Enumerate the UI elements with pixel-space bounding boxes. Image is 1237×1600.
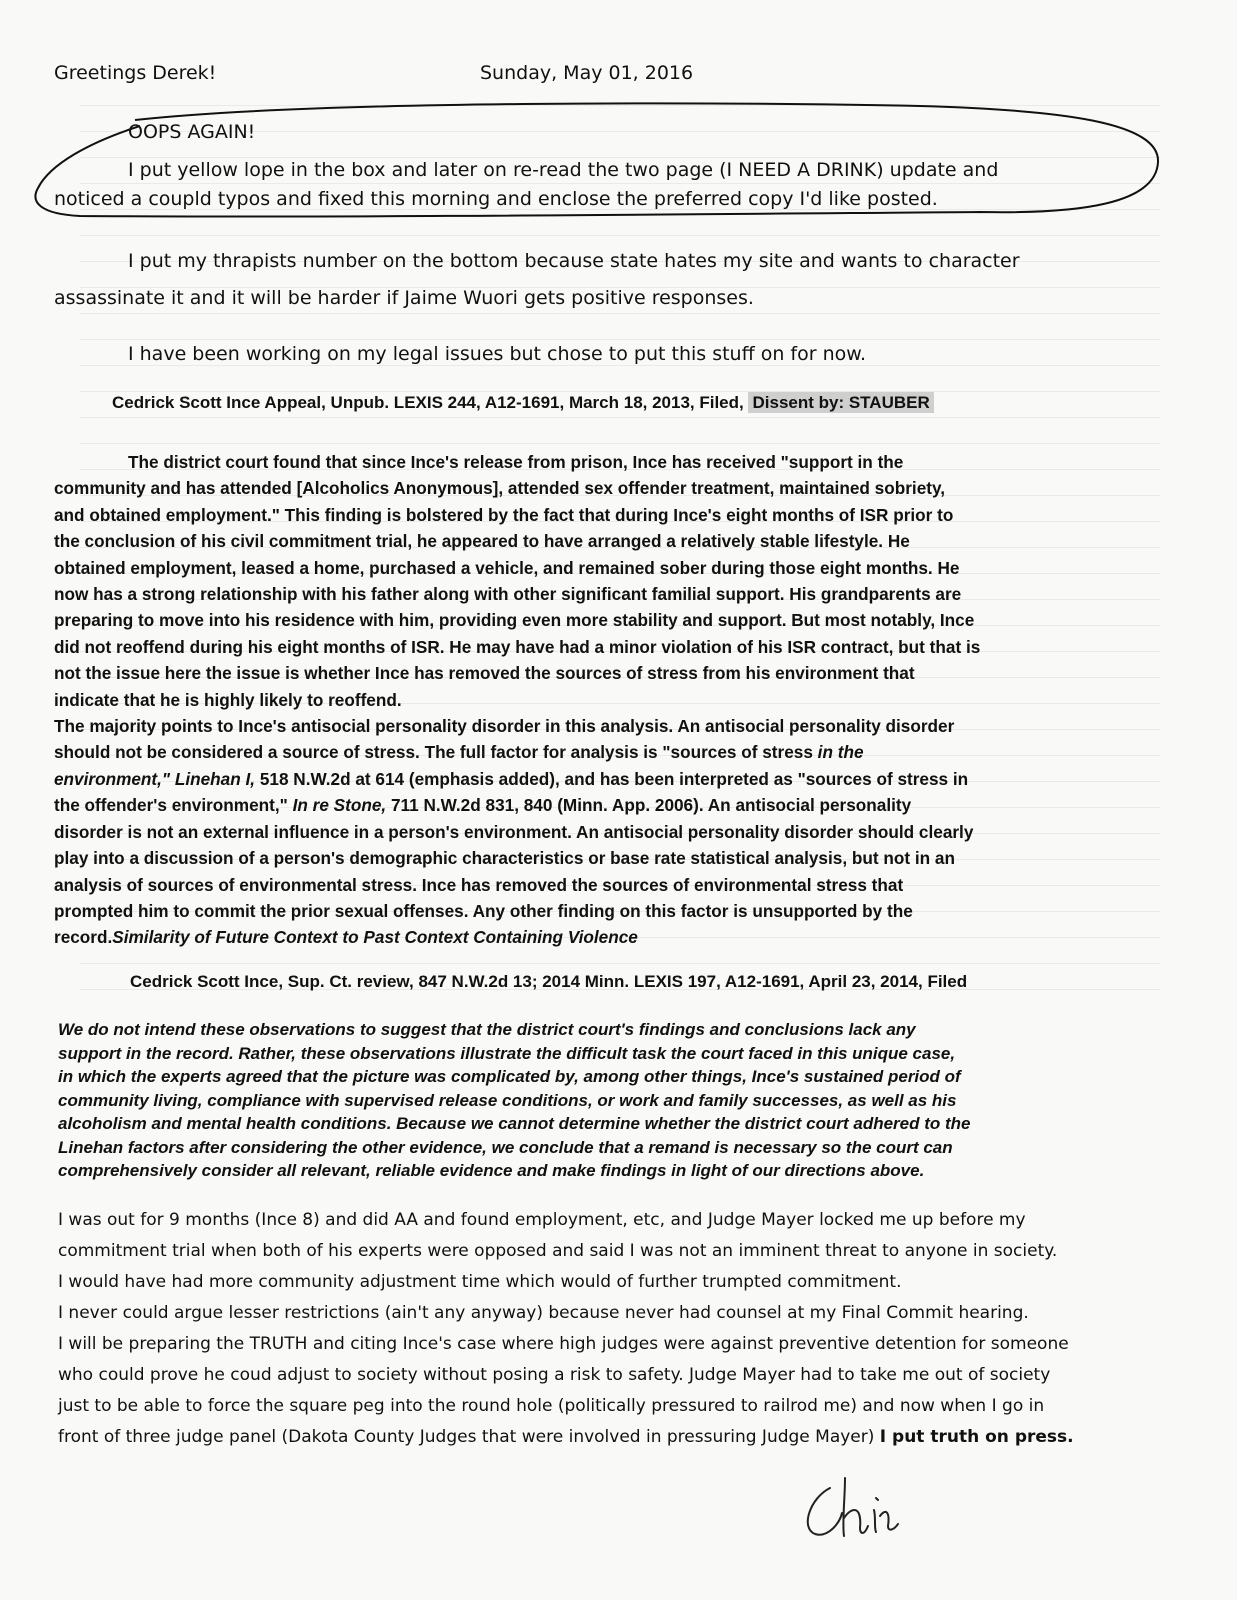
citation-appeal	[112, 393, 934, 413]
dissent-tail-line: analysis of sources of environmental stress. Ince has removed the sources of environmental stress that	[54, 874, 904, 895]
letter-date: Sunday, May 01, 2016	[480, 62, 694, 84]
dissent-line: did not reoffend during his eight months of ISR. He may have had a minor violation of his ISR contract, but that is	[54, 636, 981, 657]
dissent-line: should not be considered a source of stress. The full factor for analysis is "sources of stress in the	[54, 742, 864, 763]
supreme-court-line: Linehan factors after considering the other evidence, we conclude that a remand is necessary so the court can	[58, 1137, 953, 1157]
closing-line: I would have had more community adjustment time which would of further trumpted commitment.	[58, 1272, 902, 1292]
dissent-line-13: environment," Linehan I, 518 N.W.2d at 614 (emphasis added), and has been interpreted as "sources of stress in	[54, 768, 969, 789]
closing-line: I never could argue lesser restrictions (ain't any anyway) because never had counsel at my Final Commit hearing.	[58, 1303, 1029, 1323]
dissent-quote	[54, 449, 1174, 951]
paragraph-line: I put my thrapists number on the bottom because state hates my site and wants to character	[128, 250, 1020, 272]
closing-line: commitment trial when both of his experts were opposed and said I was not an imminent threat to anyone in society.	[58, 1241, 1058, 1261]
closing-last-line: front of three judge panel (Dakota County Judges that were involved in pressuring Judge Mayer) I put truth on press.	[58, 1427, 1074, 1447]
dissent-line: the conclusion of his civil commitment trial, he appeared to have arranged a relatively stable lifestyle. He	[54, 531, 910, 552]
supreme-court-line: comprehensively consider all relevant, reliable evidence and make findings in light of our directions above.	[58, 1161, 925, 1180]
greeting: Greetings Derek!	[54, 62, 217, 84]
supreme-court-line: We do not intend these observations to suggest that the district court's findings and conclusions lack any	[58, 1020, 916, 1039]
paragraph-line: assassinate it and it will be harder if Jaime Wuori gets positive responses.	[54, 287, 754, 309]
supreme-court-line: support in the record. Rather, these observations illustrate the difficult task the court faced in this unique case,	[58, 1043, 956, 1063]
note-line-2: noticed a coupld typos and fixed this morning and enclose the preferred copy I'd like posted.	[54, 188, 938, 210]
dissent-line: obtained employment, leased a home, purchased a vehicle, and remained sober during those eight months. He	[54, 557, 960, 578]
supreme-court-line: community living, compliance with supervised release conditions, or work and family successes, as well as his	[58, 1090, 957, 1110]
paragraph-legal-issues: I have been working on my legal issues but chose to put this stuff on for now.	[128, 343, 867, 365]
supreme-court-quote	[58, 1018, 1166, 1183]
paragraph-therapist	[54, 243, 1154, 317]
dissent-line-14: the offender's environment," In re Stone, 711 N.W.2d 831, 840 (Minn. App. 2006). An antisocial personality	[54, 795, 912, 816]
dissent-tail-line: prompted him to commit the prior sexual offenses. Any other finding on this factor is unsupported by the	[54, 900, 913, 921]
dissent-tail-line: disorder is not an external influence in a person's environment. An antisocial personality disorder should clearly	[54, 821, 974, 842]
closing-line: I was out for 9 months (Ince 8) and did AA and found employment, etc, and Judge Mayer locked me up before my	[58, 1210, 1026, 1230]
dissent-line: and obtained employment." This finding is bolstered by the fact that during Ince's eight months of ISR prior to	[54, 504, 954, 525]
citation-text: Cedrick Scott Ince Appeal, Unpub. LEXIS 244, A12-1691, March 18, 2013, Filed,	[112, 393, 744, 412]
supreme-court-line: alcoholism and mental health conditions. Because we cannot determine whether the district court adhered to the	[58, 1114, 971, 1133]
dissent-tail-lines	[54, 819, 1174, 925]
dissent-line: indicate that he is highly likely to reoffend.	[54, 689, 402, 710]
signature	[790, 1468, 940, 1548]
italic-fragment: in the	[812, 742, 864, 763]
supreme-court-line: in which the experts agreed that the picture was complicated by, among other things, Ince's sustained period of	[58, 1067, 961, 1086]
closing-lines	[58, 1205, 1168, 1422]
citation-supreme-court: Cedrick Scott Ince, Sup. Ct. review, 847 N.W.2d 13; 2014 Minn. LEXIS 197, A12-1691, April 23, 2014, Filed	[130, 972, 968, 991]
dissent-tail-line: play into a discussion of a person's demographic characteristics or base rate statistical analysis, but not in an	[54, 848, 955, 869]
dissent-line: now has a strong relationship with his father along with other significant familial support. His grandparents are	[54, 584, 962, 605]
closing-line: who could prove he coud adjust to society without posing a risk to safety. Judge Mayer had to take me out of society	[58, 1365, 1051, 1385]
dissent-last-line: record.Similarity of Future Context to Past Context Containing Violence	[54, 927, 638, 948]
dissent-lines	[54, 449, 1174, 766]
closing-line: I will be preparing the TRUTH and citing Ince's case where high judges were against preventive detention for someone	[58, 1334, 1069, 1354]
dissent-line: preparing to move into his residence with him, providing even more stability and support. But most notably, Ince	[54, 610, 975, 631]
dissent-line: not the issue here the issue is whether Ince has removed the sources of stress from his environment that	[54, 663, 915, 684]
note-title: OOPS AGAIN!	[128, 121, 256, 143]
dissent-line: The district court found that since Ince's release from prison, Ince has received "support in the	[128, 452, 904, 472]
dissent-highlight: Dissent by: STAUBER	[748, 392, 933, 413]
dissent-line: The majority points to Ince's antisocial personality disorder in this analysis. An antisocial personality disorder	[54, 716, 955, 737]
closing-line: just to be able to force the square peg into the round hole (politically pressured to railrod me) and now when I go in	[58, 1396, 1045, 1416]
closing-paragraph	[58, 1205, 1168, 1453]
note-line-1: I put yellow lope in the box and later on re-read the two page (I NEED A DRINK) update and	[128, 159, 999, 181]
dissent-line: community and has attended [Alcoholics Anonymous], attended sex offender treatment, maintained sobriety,	[54, 478, 946, 499]
